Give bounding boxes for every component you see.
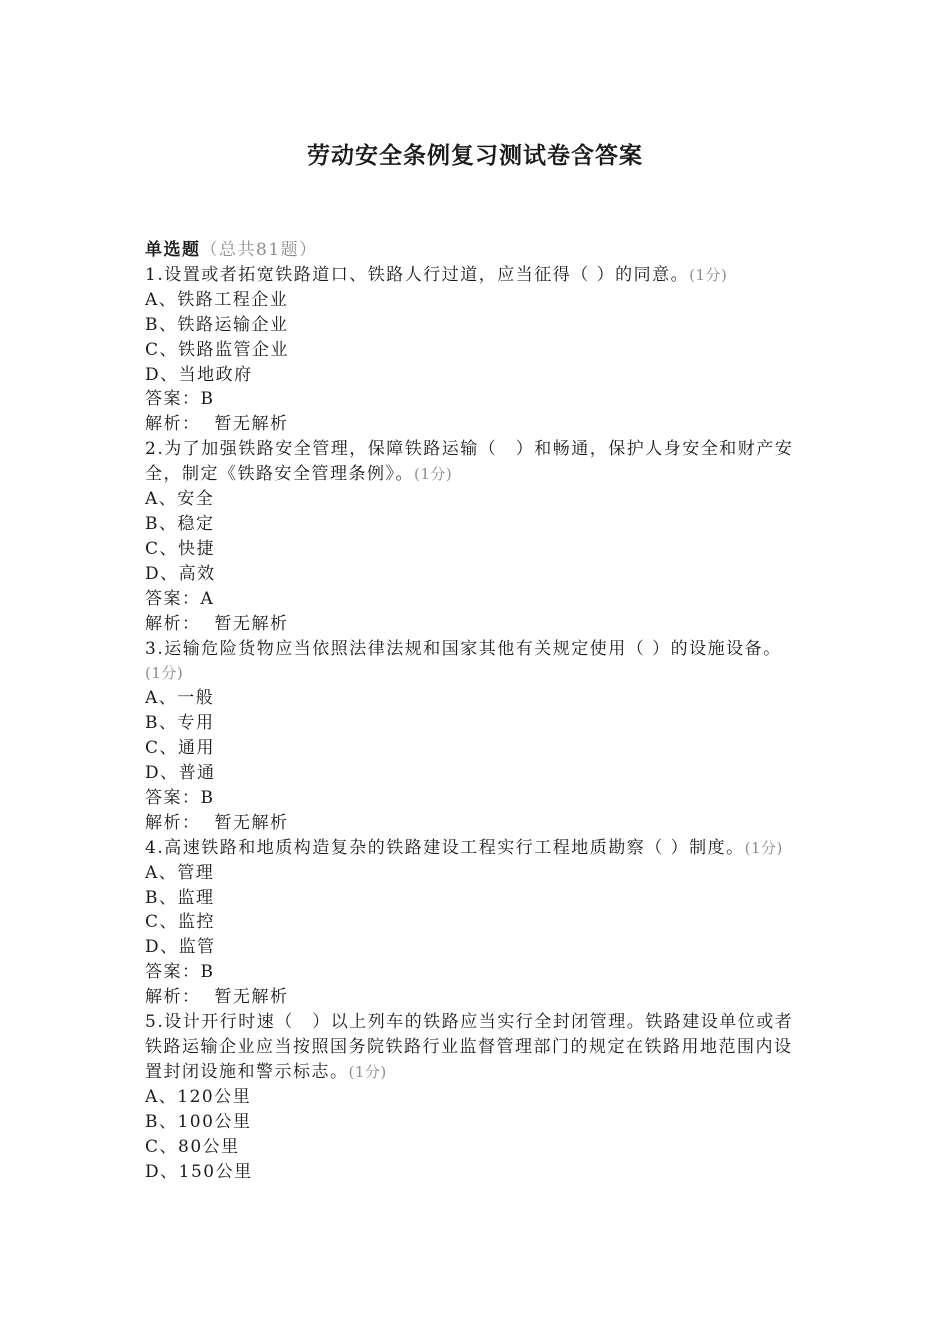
analysis-line (145, 811, 810, 836)
question-stem (145, 637, 810, 687)
option: D、高效 (145, 563, 216, 584)
question-stem (145, 1010, 810, 1085)
answer-value: A (200, 588, 215, 609)
option: A、铁路工程企业 (145, 289, 289, 310)
question-score: (1分) (744, 838, 783, 857)
answer-value: B (200, 787, 215, 808)
question-text: 1.设置或者拓宽铁路道口、铁路人行过道，应当征得（ ）的同意。 (145, 264, 690, 285)
document-title: 劳动安全条例复习测试卷含答案 (307, 142, 643, 169)
option: C、通用 (145, 738, 216, 759)
option: C、快捷 (145, 538, 216, 559)
question-score: (1分) (414, 465, 453, 484)
option: B、稳定 (145, 513, 215, 534)
option: D、当地政府 (145, 364, 253, 385)
section-count: （总共81题） (200, 240, 318, 260)
question-list (145, 238, 810, 1184)
question-stem (145, 836, 810, 861)
analysis-label: 解析： (145, 613, 201, 634)
question-text: 3.运输危险货物应当依照法律法规和国家其他有关规定使用（ ）的设施设备。 (145, 638, 782, 659)
analysis-value: 暂无解析 (214, 812, 289, 833)
analysis-value: 暂无解析 (214, 414, 289, 435)
answer-label: 答案： (145, 962, 201, 983)
analysis-label: 解析： (145, 987, 201, 1008)
analysis-value: 暂无解析 (214, 613, 289, 634)
option: D、监管 (145, 937, 216, 958)
option: B、监理 (145, 887, 215, 908)
option: B、100公里 (145, 1111, 252, 1132)
question-score: (1分) (348, 1062, 387, 1081)
answer-line (145, 387, 810, 412)
answer-line (145, 786, 810, 811)
option: A、管理 (145, 862, 215, 883)
question-stem (145, 437, 810, 487)
option: A、一般 (145, 688, 215, 709)
option: A、安全 (145, 489, 215, 510)
answer-label: 答案： (145, 389, 201, 410)
question-score: (1分) (689, 265, 728, 284)
answer-value: B (200, 962, 215, 983)
option: D、150公里 (145, 1161, 253, 1182)
analysis-value: 暂无解析 (214, 987, 289, 1008)
option: C、铁路监管企业 (145, 339, 290, 360)
answer-label: 答案： (145, 588, 201, 609)
analysis-label: 解析： (145, 812, 201, 833)
option: D、普通 (145, 763, 216, 784)
option: B、专用 (145, 713, 215, 734)
analysis-line (145, 412, 810, 437)
question-stem (145, 263, 810, 288)
section-heading (145, 238, 810, 263)
question-text: 4.高速铁路和地质构造复杂的铁路建设工程实行工程地质勘察（ ）制度。 (145, 837, 745, 858)
option: C、80公里 (145, 1136, 240, 1157)
answer-line (145, 960, 810, 985)
analysis-label: 解析： (145, 414, 201, 435)
analysis-line (145, 612, 810, 637)
answer-label: 答案： (145, 787, 201, 808)
answer-line (145, 587, 810, 612)
question-score: (1分) (145, 664, 184, 683)
analysis-line (145, 985, 810, 1010)
option: B、铁路运输企业 (145, 314, 289, 335)
section-label: 单选题 (145, 240, 201, 260)
question-text: 2.为了加强铁路安全管理，保障铁路运输（ ）和畅通，保护人身安全和财产安全，制定《铁路安全管理条例》。 (145, 439, 794, 485)
option: C、监控 (145, 912, 216, 933)
option: A、120公里 (145, 1086, 252, 1107)
question-text: 5.设计开行时速（ ）以上列车的铁路应当实行全封闭管理。铁路建设单位或者铁路运输企业应当按照国务院铁路行业监督管理部门的规定在铁路用地范围内设置封闭设施和警示标志。 (145, 1012, 794, 1082)
answer-value: B (200, 389, 215, 410)
